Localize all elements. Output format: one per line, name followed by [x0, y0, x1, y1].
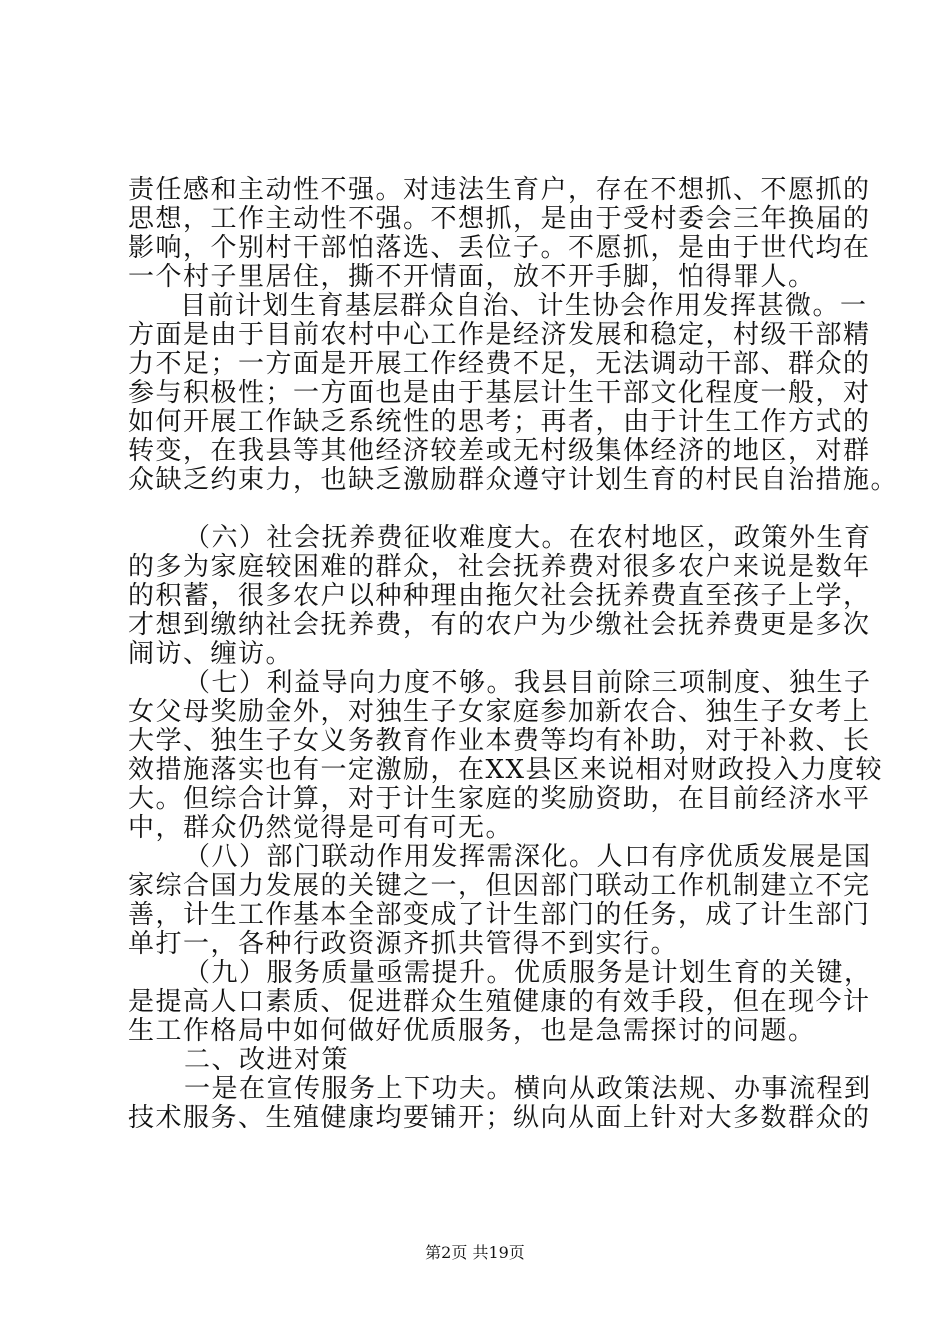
- text-line: 如何开展工作缺乏系统性的思考；再者，由于计生工作方式的: [128, 407, 871, 437]
- text-line: 的积蓄，很多农户以种种理由拖欠社会抚养费直至孩子上学，: [128, 581, 871, 611]
- text-line: 善，计生工作基本全部变成了计生部门的任务，成了计生部门: [128, 900, 871, 930]
- paragraph-first-line: （八）部门联动作用发挥需深化。人口有序优质发展是国: [184, 842, 872, 872]
- paragraph-first-line: （七）利益导向力度不够。我县目前除三项制度、独生子: [184, 668, 872, 698]
- text-line: 生工作格局中如何做好优质服务，也是急需探讨的问题。: [128, 1016, 816, 1046]
- text-line: 才想到缴纳社会抚养费，有的农户为少缴社会抚养费更是多次: [128, 610, 871, 640]
- text-line: 方面是由于目前农村中心工作是经济发展和稳定，村级干部精: [128, 320, 871, 350]
- text-line: 技术服务、生殖健康均要铺开；纵向从面上针对大多数群众的: [128, 1103, 871, 1133]
- section-heading: 二、改进对策: [184, 1045, 350, 1075]
- paragraph-first-line: 目前计划生育基层群众自治、计生协会作用发挥甚微。一: [180, 291, 868, 321]
- page-number-footer: 第2页 共19页: [425, 1243, 525, 1262]
- document-body: [128, 175, 899, 1133]
- text-line: 的多为家庭较困难的群众，社会抚养费对很多农户来说是数年: [128, 552, 871, 582]
- text-line: 大学、独生子女义务教育作业本费等均有补助，对于补救、长: [128, 726, 871, 756]
- text-line: 参与积极性；一方面也是由于基层计生干部文化程度一般，对: [128, 378, 871, 408]
- paragraph-gap: [128, 495, 840, 524]
- text-line: 责任感和主动性不强。对违法生育户，存在不想抓、不愿抓的: [128, 175, 871, 205]
- text-line: 转变，在我县等其他经济较差或无村级集体经济的地区，对群: [128, 436, 871, 466]
- text-line: 家综合国力发展的关键之一，但因部门联动工作机制建立不完: [128, 871, 871, 901]
- paragraph-first-line: （六）社会抚养费征收难度大。在农村地区，政策外生育: [184, 523, 872, 553]
- text-line: 中，群众仍然觉得是可有可无。: [128, 813, 514, 843]
- text-line: 女父母奖励金外，对独生子女家庭参加新农合、独生子女考上: [128, 697, 871, 727]
- text-line: 一个村子里居住，撕不开情面，放不开手脚，怕得罪人。: [128, 262, 816, 292]
- text-line: 力不足；一方面是开展工作经费不足，无法调动干部、群众的: [128, 349, 871, 379]
- text-line: 思想，工作主动性不强。不想抓，是由于受村委会三年换届的: [128, 204, 871, 234]
- text-line: 众缺乏约束力，也缺乏激励群众遵守计划生育的村民自治措施。: [128, 465, 899, 495]
- text-line: 大。但综合计算，对于计生家庭的奖励资助，在目前经济水平: [128, 784, 871, 814]
- paragraph-first-line: （九）服务质量亟需提升。优质服务是计划生育的关键，: [184, 958, 872, 988]
- text-line: 单打一，各种行政资源齐抓共管得不到实行。: [128, 929, 679, 959]
- text-line: 是提高人口素质、促进群众生殖健康的有效手段，但在现今计: [128, 987, 871, 1017]
- text-line: 影响，个别村干部怕落选、丢位子。不愿抓，是由于世代均在: [128, 233, 871, 263]
- text-line: 闹访、缠访。: [128, 639, 294, 669]
- paragraph-first-line: 一是在宣传服务上下功夫。横向从政策法规、办事流程到: [184, 1074, 872, 1104]
- text-line: 效措施落实也有一定激励，在XX县区来说相对财政投入力度较: [128, 755, 884, 785]
